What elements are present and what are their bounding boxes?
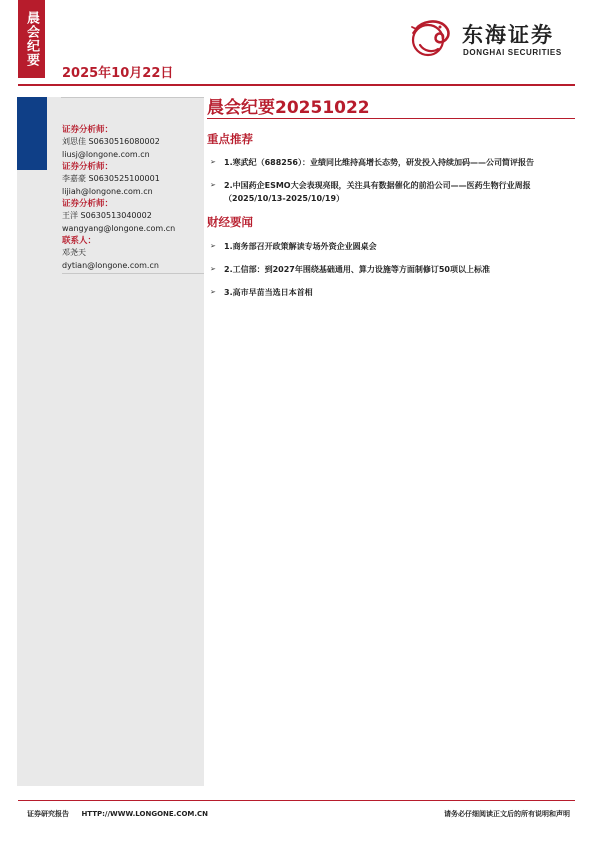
contact-card	[62, 235, 202, 274]
analyst-contacts	[62, 124, 202, 274]
contact-card	[62, 161, 202, 198]
list-item-text	[224, 179, 575, 205]
report-type-tab	[18, 0, 45, 78]
contact-name-id: 刘思佳 S0630516080002	[62, 137, 160, 146]
contact-email[interactable]: dytian@longone.com.cn	[62, 260, 159, 270]
arrow-bullet-icon: ➢	[210, 289, 216, 296]
page-title: 晨会纪要20251022	[207, 98, 370, 118]
arrow-bullet-icon: ➢	[210, 243, 216, 250]
report-type-label: 晨会纪要	[24, 11, 39, 67]
list-item[interactable]	[210, 179, 575, 205]
contact-role: 证券分析师：	[62, 199, 114, 209]
section-heading-financial-news: 财经要闻	[207, 215, 253, 229]
footer-left	[27, 809, 208, 819]
footer-report-label: 证券研究报告	[27, 810, 69, 818]
list-item-line: （2025/10/13-2025/10/19）	[224, 194, 345, 203]
contact-card	[62, 124, 202, 161]
contact-email[interactable]: lijiah@longone.com.cn	[62, 186, 153, 196]
list-item[interactable]	[210, 263, 575, 276]
contact-name-id: 李嘉豪 S0630525100001	[62, 174, 160, 183]
list-item[interactable]	[210, 156, 575, 169]
contact-divider	[62, 273, 204, 274]
contact-card	[62, 198, 202, 235]
list-item[interactable]	[210, 286, 575, 299]
list-item-text	[224, 263, 575, 276]
logo-english-name: DONGHAI SECURITIES	[463, 48, 562, 57]
contact-role: 联系人：	[62, 236, 97, 246]
list-item[interactable]	[210, 240, 575, 253]
contact-email[interactable]: liusj@longone.com.cn	[62, 149, 150, 159]
footer-website-link[interactable]: HTTP://WWW.LONGONE.COM.CN	[81, 810, 209, 818]
list-item-line: 1.商务部召开政策解读专场外资企业圆桌会	[224, 242, 377, 251]
list-item-line: 2.中国药企ESMO大会表现亮眼，关注具有数据催化的前沿公司——医药生物行业周报	[224, 181, 531, 190]
logo-chinese-name: 东海证券	[462, 23, 554, 47]
contact-name: 邓尧天	[62, 248, 86, 257]
report-date: 2025年10月22日	[62, 66, 174, 81]
list-item-text	[224, 286, 575, 299]
list-item-text	[224, 240, 575, 253]
contact-name-id: 王洋 S0630513040002	[62, 211, 152, 220]
list-item-line: 2.工信部：到2027年围绕基础通用、算力设施等方面制修订50项以上标准	[224, 265, 491, 274]
sidebar-accent-bar	[17, 97, 47, 170]
title-divider	[207, 118, 575, 119]
arrow-bullet-icon: ➢	[210, 266, 216, 273]
arrow-bullet-icon: ➢	[210, 159, 216, 166]
company-logo	[406, 15, 576, 63]
header-divider	[18, 84, 575, 86]
list-item-line: 3.高市早苗当选日本首相	[224, 288, 313, 297]
dragon-logo-icon	[406, 15, 456, 63]
footer-disclaimer: 请务必仔细阅读正文后的所有说明和声明	[444, 810, 570, 818]
list-item-line: 1.寒武纪（688256）：业绩同比维持高增长态势，研发投入持续加码——公司简评报告	[224, 158, 535, 167]
contact-role: 证券分析师：	[62, 125, 114, 135]
contact-role: 证券分析师：	[62, 162, 114, 172]
section-heading-key-recommendations: 重点推荐	[207, 132, 253, 146]
list-item-text	[224, 156, 575, 169]
arrow-bullet-icon: ➢	[210, 182, 216, 189]
sidebar-top-divider	[61, 97, 204, 98]
footer-divider	[18, 800, 575, 801]
contact-email[interactable]: wangyang@longone.com.cn	[62, 223, 176, 233]
